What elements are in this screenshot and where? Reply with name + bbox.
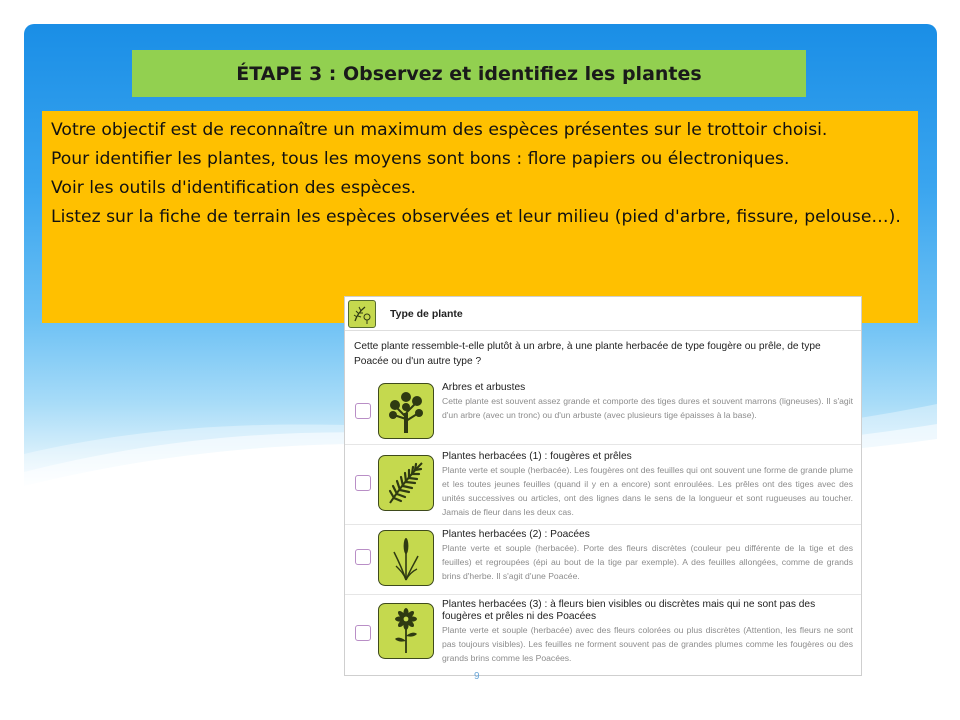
objective-line-2: Pour identifier les plantes, tous les moyens sont bons : flore papiers ou électroniques. (51, 149, 790, 169)
objective-text-box (42, 111, 918, 323)
grass-icon (378, 530, 434, 586)
option-description: Plante verte et souple (herbacée). Les fougères ont des feuilles qui ont souvent une forme de grande plume et les toutes jeunes feuilles (quand il y en a encore) sont enroulées. Les prêles ont des tiges avec des unités successives ou articles, ont des lignes dans le sens de la longueur et sont rugueuses au toucher. Jamais de fleur dans les deux cas. (442, 465, 853, 517)
plant-type-icon (348, 300, 376, 328)
option-description: Plante verte et souple (herbacée). Porte des fleurs discrètes (couleur peu différente de la tige et des feuilles) et regroupées (épi au bout de la tige par exemple). A des feuilles allongées, comme de grands brins d'herbe. Il s'agit d'une Poacée. (442, 543, 853, 581)
option-title: Arbres et arbustes (442, 382, 526, 393)
slide-title: ÉTAPE 3 : Observez et identifiez les plantes (132, 50, 806, 97)
objective-line-1: Votre objectif est de reconnaître un maximum des espèces présentes sur le trottoir choisi. (51, 120, 828, 140)
checkbox-trees[interactable] (355, 403, 371, 419)
options-list (345, 379, 861, 675)
checkbox-ferns[interactable] (355, 475, 371, 491)
option-description: Cette plante est souvent assez grande et comporte des tiges dures et souvent marrons (ligneuses). Il s'agit d'un arbre (avec un tronc) ou d'un arbuste (avec plusieurs tige épaisses à la base). (442, 396, 853, 420)
option-title: Plantes herbacées (1) : fougères et prêles (442, 451, 632, 462)
option-poaceae-text (442, 529, 853, 583)
option-trees[interactable] (345, 379, 861, 445)
page-number: 9 (474, 671, 480, 682)
checkbox-flowering[interactable] (355, 625, 371, 641)
option-flowering-text (442, 599, 853, 665)
objective-line-4: Listez sur la fiche de terrain les espèces observées et leur milieu (pied d'arbre, fissure, pelouse…). (51, 207, 901, 227)
option-title: Plantes herbacées (3) : à fleurs bien visibles ou discrètes mais qui ne sont pas des fougères et prêles ni des Poacées (442, 599, 816, 622)
objective-line-3: Voir les outils d'identification des espèces. (51, 178, 416, 198)
form-question: Cette plante ressemble-t-elle plutôt à un arbre, à une plante herbacée de type fougère ou prêle, de type Poacée ou d'un autre type ? (354, 341, 821, 367)
option-title: Plantes herbacées (2) : Poacées (442, 529, 590, 540)
fern-icon (378, 455, 434, 511)
checkbox-poaceae[interactable] (355, 549, 371, 565)
flower-icon (378, 603, 434, 659)
plant-type-form (344, 296, 862, 676)
option-poaceae[interactable] (345, 525, 861, 595)
option-flowering[interactable] (345, 595, 861, 675)
option-ferns-text (442, 451, 853, 519)
form-header (345, 297, 861, 331)
option-ferns[interactable] (345, 445, 861, 525)
option-description: Plante verte et souple (herbacée) avec des fleurs colorées ou plus discrètes (Attention, les fleurs ne sont pas toujours visibles). Les feuilles ne forment souvent pas de grandes plumes comme les fougères ou des grands brins comme les Poacées. (442, 625, 853, 663)
form-header-title: Type de plante (390, 307, 463, 320)
tree-icon (378, 383, 434, 439)
option-trees-text (442, 382, 853, 422)
